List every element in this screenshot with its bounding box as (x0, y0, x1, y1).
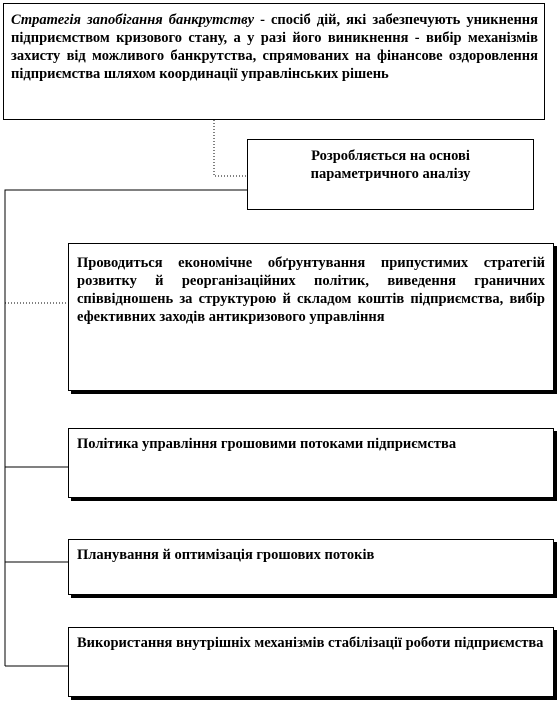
step-text-1: Проводиться економічне обґрунтування припустимих стратегій розвитку й реорганізаційних політик, виведення граничних співвідношень за структурою й складом коштів підприємства, вибір ефективних заходів антикризового управління (77, 255, 545, 325)
step-text-4: Використання внутрішніх механізмів стабілізації роботи підприємства (77, 635, 544, 651)
step-text-3: Планування й оптимізація грошових потоків (77, 547, 375, 563)
basis-box (247, 139, 534, 210)
step-box-2 (68, 428, 554, 498)
connector-definition-to-basis (214, 120, 247, 176)
step-box-1 (68, 243, 554, 391)
definition-term: Стратегія запобігання банкрутству (11, 12, 255, 28)
step-box-4 (68, 627, 554, 697)
basis-text: Розробляється на основі параметричного аналізу (310, 148, 471, 182)
step-box-3 (68, 539, 554, 595)
definition-box (3, 3, 545, 120)
step-text-2: Політика управління грошовими потоками підприємства (77, 436, 457, 452)
definition-text: - спосіб дій, які забезпечують уникнення підприємством кризового стану, а у разі його виникнення - вибір механізмів захисту від можливого банкрутства, спрямованих на фінансове оздоровлення підприємства шляхом координації управлінських рішень (11, 12, 538, 82)
